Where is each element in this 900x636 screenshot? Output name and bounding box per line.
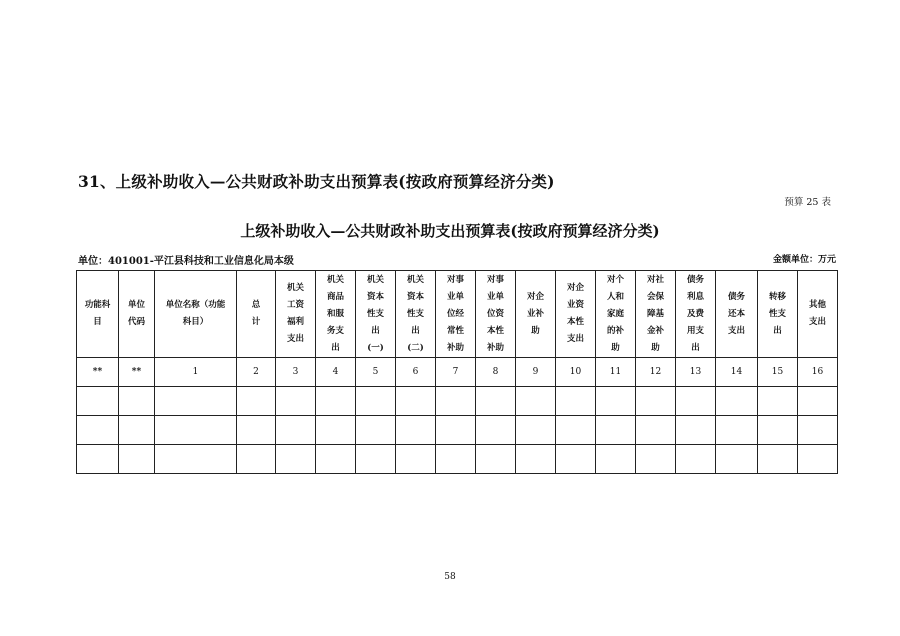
header-line: 机关 bbox=[286, 283, 304, 293]
table-cell bbox=[476, 445, 516, 474]
table-cell bbox=[356, 387, 396, 416]
header-line: 助 bbox=[611, 342, 620, 353]
table-cell bbox=[476, 416, 516, 445]
header-line: 资本 bbox=[366, 291, 384, 302]
header-line: 计 bbox=[251, 317, 261, 327]
table-cell bbox=[476, 387, 516, 416]
header-line: 用支 bbox=[686, 325, 704, 336]
table-cell bbox=[758, 445, 798, 474]
table-cell bbox=[516, 445, 556, 474]
header-line: 利息 bbox=[686, 291, 704, 302]
header-line: 人和 bbox=[606, 291, 624, 302]
column-index-cell: 2 bbox=[237, 358, 276, 387]
column-index-row bbox=[77, 358, 838, 387]
table-cell bbox=[356, 445, 396, 474]
table-cell bbox=[596, 387, 636, 416]
header-line: 债务 bbox=[727, 291, 745, 302]
table-cell bbox=[276, 387, 316, 416]
header-line: 业单 bbox=[486, 291, 504, 302]
column-index-cell: 4 bbox=[316, 358, 356, 387]
header-line: 支出 bbox=[566, 334, 584, 344]
header-line: 功能科 bbox=[84, 300, 111, 310]
column-header-c10 bbox=[556, 271, 596, 358]
table-cell bbox=[396, 445, 436, 474]
header-line: 机关 bbox=[326, 274, 344, 285]
column-index-cell: 1 bbox=[155, 358, 237, 387]
table-cell bbox=[316, 387, 356, 416]
table-cell bbox=[798, 445, 838, 474]
table-cell bbox=[77, 445, 119, 474]
budget-table bbox=[76, 270, 838, 474]
table-cell bbox=[636, 445, 676, 474]
header-line: (一) bbox=[367, 342, 384, 353]
header-line: 助 bbox=[651, 342, 660, 353]
table-cell bbox=[676, 416, 716, 445]
table-cell bbox=[716, 445, 758, 474]
header-line: 对企 bbox=[566, 283, 584, 293]
table-cell bbox=[119, 416, 155, 445]
header-line: 家庭 bbox=[606, 308, 624, 319]
column-index-cell: 14 bbox=[716, 358, 758, 387]
table-cell bbox=[798, 387, 838, 416]
column-header-total bbox=[237, 271, 276, 358]
header-line: 科目） bbox=[182, 317, 209, 327]
amount-unit-label: 金额单位：万元 bbox=[772, 255, 836, 265]
header-line: 单位 bbox=[127, 300, 145, 310]
column-index-cell: 6 bbox=[396, 358, 436, 387]
table-cell bbox=[716, 387, 758, 416]
header-line: 务支 bbox=[326, 325, 344, 336]
header-line: 业资 bbox=[566, 300, 584, 310]
unit-label: 单位：401001-平江县科技和工业信息化局本级 bbox=[78, 256, 294, 267]
table-title: 上级补助收入—公共财政补助支出预算表(按政府预算经济分类) bbox=[240, 222, 660, 240]
header-line: 对社 bbox=[646, 274, 664, 285]
header-line: 的补 bbox=[606, 325, 624, 336]
header-line: 对个 bbox=[606, 274, 624, 285]
table-cell bbox=[798, 416, 838, 445]
column-index-cell: 16 bbox=[798, 358, 838, 387]
table-row bbox=[77, 416, 838, 445]
header-line: 出 bbox=[331, 342, 340, 353]
header-line: 转移 bbox=[768, 291, 786, 302]
column-index-cell: 11 bbox=[596, 358, 636, 387]
table-cell bbox=[396, 387, 436, 416]
header-line: (二) bbox=[407, 342, 424, 353]
table-header-row bbox=[77, 271, 838, 358]
table-cell bbox=[276, 416, 316, 445]
table-cell bbox=[676, 445, 716, 474]
table-body bbox=[77, 358, 838, 474]
column-index-cell: 13 bbox=[676, 358, 716, 387]
table-cell bbox=[636, 416, 676, 445]
column-index-cell: 7 bbox=[436, 358, 476, 387]
column-header-c11 bbox=[596, 271, 636, 358]
table-cell bbox=[758, 416, 798, 445]
table-cell bbox=[237, 387, 276, 416]
header-line: 会保 bbox=[646, 291, 664, 302]
table-cell bbox=[396, 416, 436, 445]
header-line: 支出 bbox=[286, 334, 304, 344]
header-line: 位资 bbox=[486, 308, 504, 319]
header-line: 债务 bbox=[686, 274, 704, 285]
table-cell bbox=[119, 445, 155, 474]
header-line: 对事 bbox=[446, 274, 464, 285]
header-line: 对企 bbox=[526, 291, 544, 302]
table-cell bbox=[758, 387, 798, 416]
header-line: 业补 bbox=[526, 308, 544, 319]
header-line: 资本 bbox=[406, 291, 424, 302]
header-line: 还本 bbox=[727, 308, 745, 319]
table-cell bbox=[155, 416, 237, 445]
table-cell bbox=[436, 445, 476, 474]
header-line: 出 bbox=[371, 325, 380, 336]
table-number: 预算 25 表 bbox=[784, 197, 831, 208]
header-line: 位经 bbox=[446, 308, 464, 319]
column-header-unit_code bbox=[119, 271, 155, 358]
column-header-c6 bbox=[396, 271, 436, 358]
column-header-c13 bbox=[676, 271, 716, 358]
table-cell bbox=[316, 416, 356, 445]
column-header-c14 bbox=[716, 271, 758, 358]
column-index-cell: ** bbox=[77, 358, 119, 387]
table-cell bbox=[556, 387, 596, 416]
table-cell bbox=[436, 387, 476, 416]
column-header-c16 bbox=[798, 271, 838, 358]
header-line: 业单 bbox=[446, 291, 464, 302]
column-index-cell: 10 bbox=[556, 358, 596, 387]
header-line: 性支 bbox=[768, 308, 786, 319]
column-header-c3 bbox=[276, 271, 316, 358]
column-index-cell: ** bbox=[119, 358, 155, 387]
table-cell bbox=[636, 387, 676, 416]
table-cell bbox=[516, 387, 556, 416]
header-line: 出 bbox=[691, 342, 700, 353]
table-cell bbox=[436, 416, 476, 445]
header-line: 代码 bbox=[127, 317, 145, 327]
column-index-cell: 15 bbox=[758, 358, 798, 387]
table-cell bbox=[276, 445, 316, 474]
header-line: 支出 bbox=[727, 325, 745, 336]
column-index-cell: 8 bbox=[476, 358, 516, 387]
table-cell bbox=[119, 387, 155, 416]
header-line: 福利 bbox=[286, 317, 304, 327]
header-line: 助 bbox=[531, 325, 540, 336]
header-line: 本性 bbox=[486, 325, 504, 336]
header-line: 目 bbox=[93, 317, 102, 327]
header-line: 补助 bbox=[446, 342, 464, 353]
table-cell bbox=[155, 445, 237, 474]
table-row bbox=[77, 387, 838, 416]
table-cell bbox=[356, 416, 396, 445]
table-cell bbox=[155, 387, 237, 416]
header-line: 补助 bbox=[486, 342, 504, 353]
table-meta bbox=[76, 252, 836, 266]
header-line: 出 bbox=[773, 325, 782, 336]
table-cell bbox=[556, 445, 596, 474]
header-line: 金补 bbox=[646, 325, 664, 336]
table-cell bbox=[77, 416, 119, 445]
table-cell bbox=[316, 445, 356, 474]
header-line: 性支 bbox=[406, 308, 424, 319]
column-index-cell: 3 bbox=[276, 358, 316, 387]
column-header-func_code bbox=[77, 271, 119, 358]
header-line: 机关 bbox=[366, 274, 384, 285]
table-cell bbox=[596, 416, 636, 445]
header-line: 单位名称（功能 bbox=[165, 300, 226, 310]
table-cell bbox=[716, 416, 758, 445]
table-cell bbox=[516, 416, 556, 445]
column-index-cell: 9 bbox=[516, 358, 556, 387]
section-heading: 31、上级补助收入—公共财政补助支出预算表(按政府预算经济分类) bbox=[78, 172, 555, 191]
column-header-c4 bbox=[316, 271, 356, 358]
header-line: 机关 bbox=[406, 274, 424, 285]
header-line: 其他 bbox=[808, 300, 826, 310]
table-cell bbox=[77, 387, 119, 416]
column-header-c7 bbox=[436, 271, 476, 358]
header-line: 总 bbox=[251, 300, 261, 310]
header-line: 支出 bbox=[808, 317, 826, 327]
header-line: 商品 bbox=[326, 291, 344, 302]
header-line: 障基 bbox=[646, 308, 664, 319]
table-row bbox=[77, 445, 838, 474]
table-cell bbox=[237, 445, 276, 474]
column-header-c15 bbox=[758, 271, 798, 358]
header-line: 本性 bbox=[566, 317, 584, 327]
header-line: 和服 bbox=[326, 308, 344, 319]
table-cell bbox=[556, 416, 596, 445]
header-line: 及费 bbox=[686, 308, 704, 319]
header-line: 出 bbox=[411, 325, 420, 336]
column-header-c9 bbox=[516, 271, 556, 358]
header-line: 对事 bbox=[486, 274, 504, 285]
column-index-cell: 12 bbox=[636, 358, 676, 387]
column-header-c12 bbox=[636, 271, 676, 358]
column-header-c5 bbox=[356, 271, 396, 358]
header-line: 工资 bbox=[286, 300, 304, 310]
header-line: 常性 bbox=[446, 325, 464, 336]
table-cell bbox=[237, 416, 276, 445]
table-cell bbox=[676, 387, 716, 416]
header-line: 性支 bbox=[366, 308, 384, 319]
table-cell bbox=[596, 445, 636, 474]
column-header-unit_name bbox=[155, 271, 237, 358]
column-index-cell: 5 bbox=[356, 358, 396, 387]
column-header-c8 bbox=[476, 271, 516, 358]
page-number: 58 bbox=[444, 572, 456, 582]
